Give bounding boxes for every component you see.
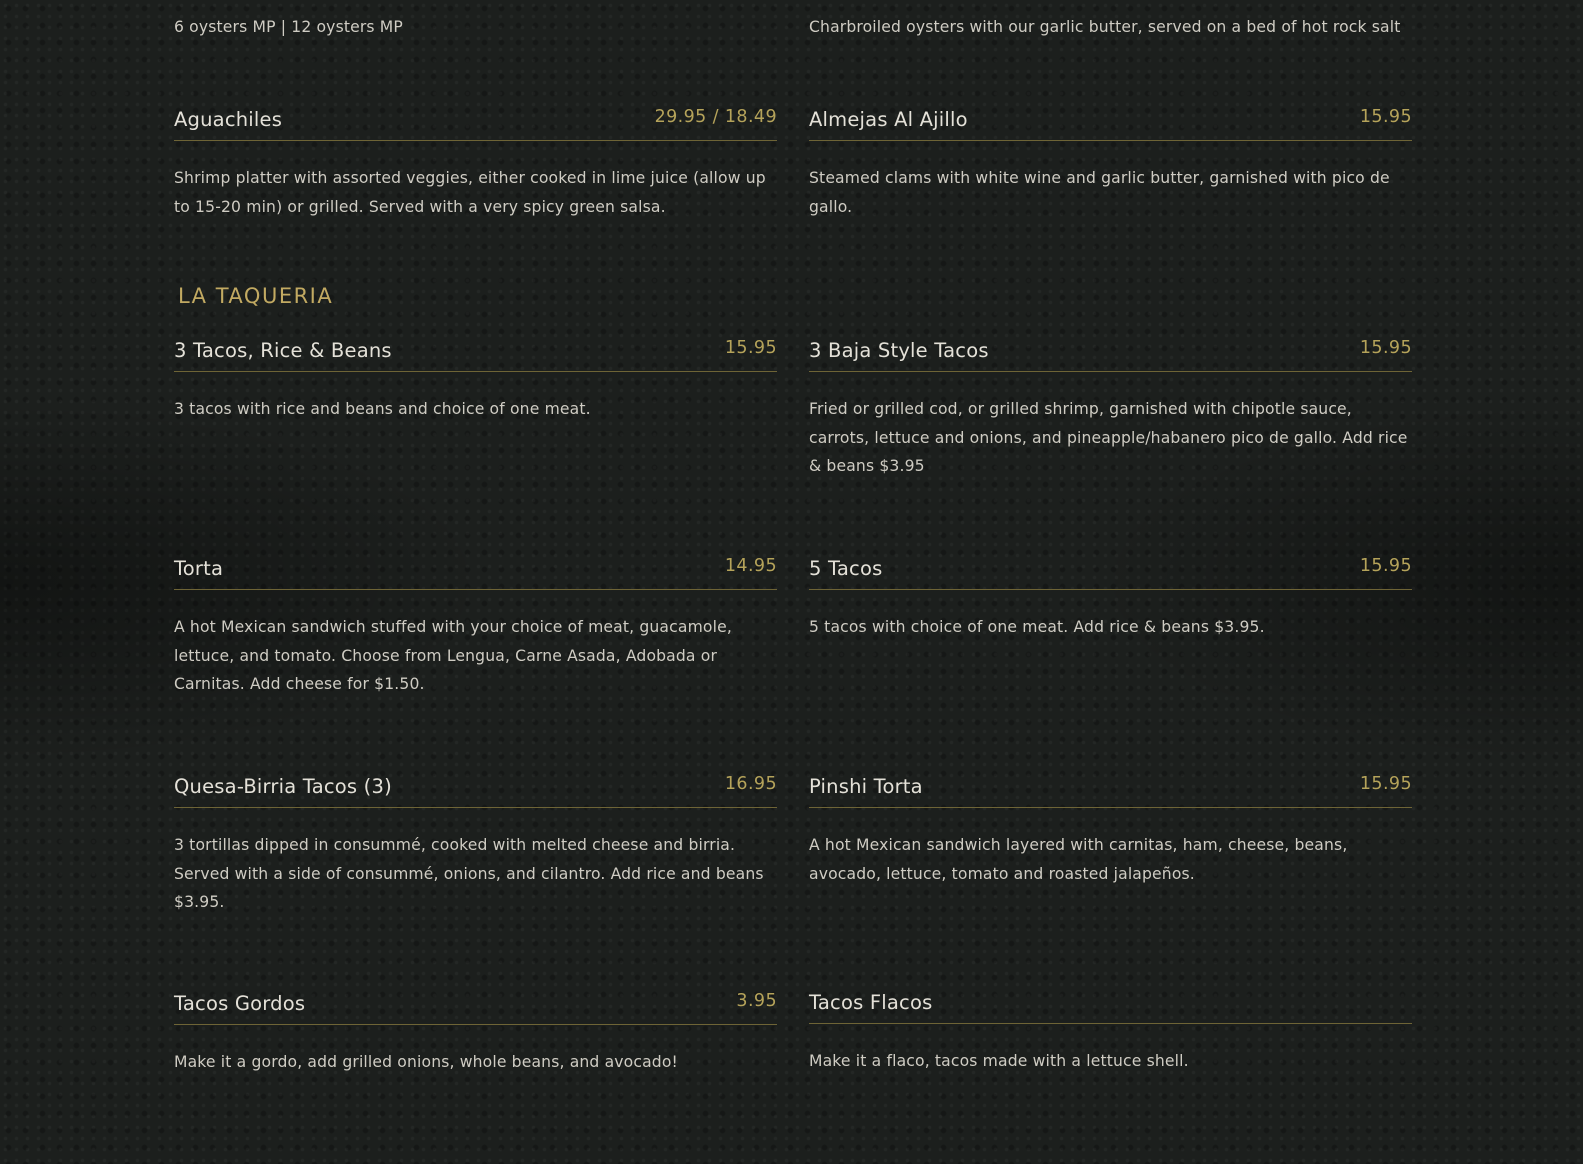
item-header [809, 774, 1412, 808]
section-title: LA TAQUERIA [178, 284, 334, 308]
item-description: 5 tacos with choice of one meat. Add rice & beans $3.95. [809, 618, 1265, 636]
menu-item [809, 991, 1412, 1077]
item-description: Make it a gordo, add grilled onions, whole beans, and avocado! [174, 1053, 678, 1071]
menu-row [174, 556, 1412, 699]
item-name: Tacos Gordos [174, 992, 306, 1015]
item-name: Tacos Flacos [809, 991, 933, 1014]
item-name: 3 Tacos, Rice & Beans [174, 339, 392, 362]
item-price: 15.95 [1359, 774, 1412, 794]
item-description: 6 oysters MP | 12 oysters MP [174, 18, 403, 36]
item-description: A hot Mexican sandwich layered with carnitas, ham, cheese, beans, avocado, lettuce, tomato and roasted jalapeños. [809, 836, 1348, 883]
item-description: Shrimp platter with assorted veggies, either cooked in lime juice (allow up to 15-20 min) or grilled. Served with a very spicy green salsa. [174, 169, 766, 216]
menu-item [174, 991, 777, 1077]
item-name: Almejas Al Ajillo [809, 108, 968, 131]
item-header [174, 338, 777, 372]
menu-item [809, 774, 1412, 917]
item-name: Pinshi Torta [809, 775, 923, 798]
menu-row-top [174, 13, 1412, 42]
menu-row [174, 774, 1412, 917]
menu-item [174, 556, 777, 699]
item-description: 3 tacos with rice and beans and choice of one meat. [174, 400, 591, 418]
item-header [809, 107, 1412, 141]
item-header [174, 107, 777, 141]
item-name: 3 Baja Style Tacos [809, 339, 989, 362]
item-header [174, 991, 777, 1025]
item-header [174, 774, 777, 808]
item-price: 3.95 [736, 991, 777, 1011]
item-header [174, 556, 777, 590]
item-price: 16.95 [724, 774, 777, 794]
item-name: Quesa-Birria Tacos (3) [174, 775, 392, 798]
item-name: 5 Tacos [809, 557, 883, 580]
item-price: 29.95 / 18.49 [654, 107, 777, 127]
menu-item [809, 107, 1412, 221]
item-description: A hot Mexican sandwich stuffed with your choice of meat, guacamole, lettuce, and tomato. Choose from Lengua, Carne Asada, Adobada or Carnitas. Add cheese for $1.50. [174, 618, 732, 693]
item-description: Fried or grilled cod, or grilled shrimp, garnished with chipotle sauce, carrots, lettuce and onions, and pineapple/habanero pico de gallo. Add rice & beans $3.95 [809, 400, 1408, 475]
item-description: 3 tortillas dipped in consummé, cooked with melted cheese and birria. Served with a side of consummé, onions, and cilantro. Add rice and beans $3.95. [174, 836, 764, 911]
menu-item-oysters-right [809, 13, 1412, 42]
menu-item [809, 556, 1412, 699]
item-name: Torta [174, 557, 224, 580]
item-price: 14.95 [724, 556, 777, 576]
item-price: 15.95 [1359, 338, 1412, 358]
menu-item [174, 107, 777, 221]
menu-item [809, 338, 1412, 481]
menu-row [174, 991, 1412, 1077]
menu-row [174, 338, 1412, 481]
item-name: Aguachiles [174, 108, 283, 131]
menu-item [174, 774, 777, 917]
item-price: 15.95 [724, 338, 777, 358]
menu-row [174, 107, 1412, 221]
item-description: Charbroiled oysters with our garlic butter, served on a bed of hot rock salt [809, 18, 1401, 36]
item-description: Make it a flaco, tacos made with a lettuce shell. [809, 1052, 1189, 1070]
item-header [809, 991, 1412, 1024]
item-price: 15.95 [1359, 556, 1412, 576]
item-description: Steamed clams with white wine and garlic butter, garnished with pico de gallo. [809, 169, 1390, 216]
menu-item-oysters-left [174, 13, 777, 42]
item-header [809, 556, 1412, 590]
item-price: 15.95 [1359, 107, 1412, 127]
item-header [809, 338, 1412, 372]
menu-item [174, 338, 777, 481]
